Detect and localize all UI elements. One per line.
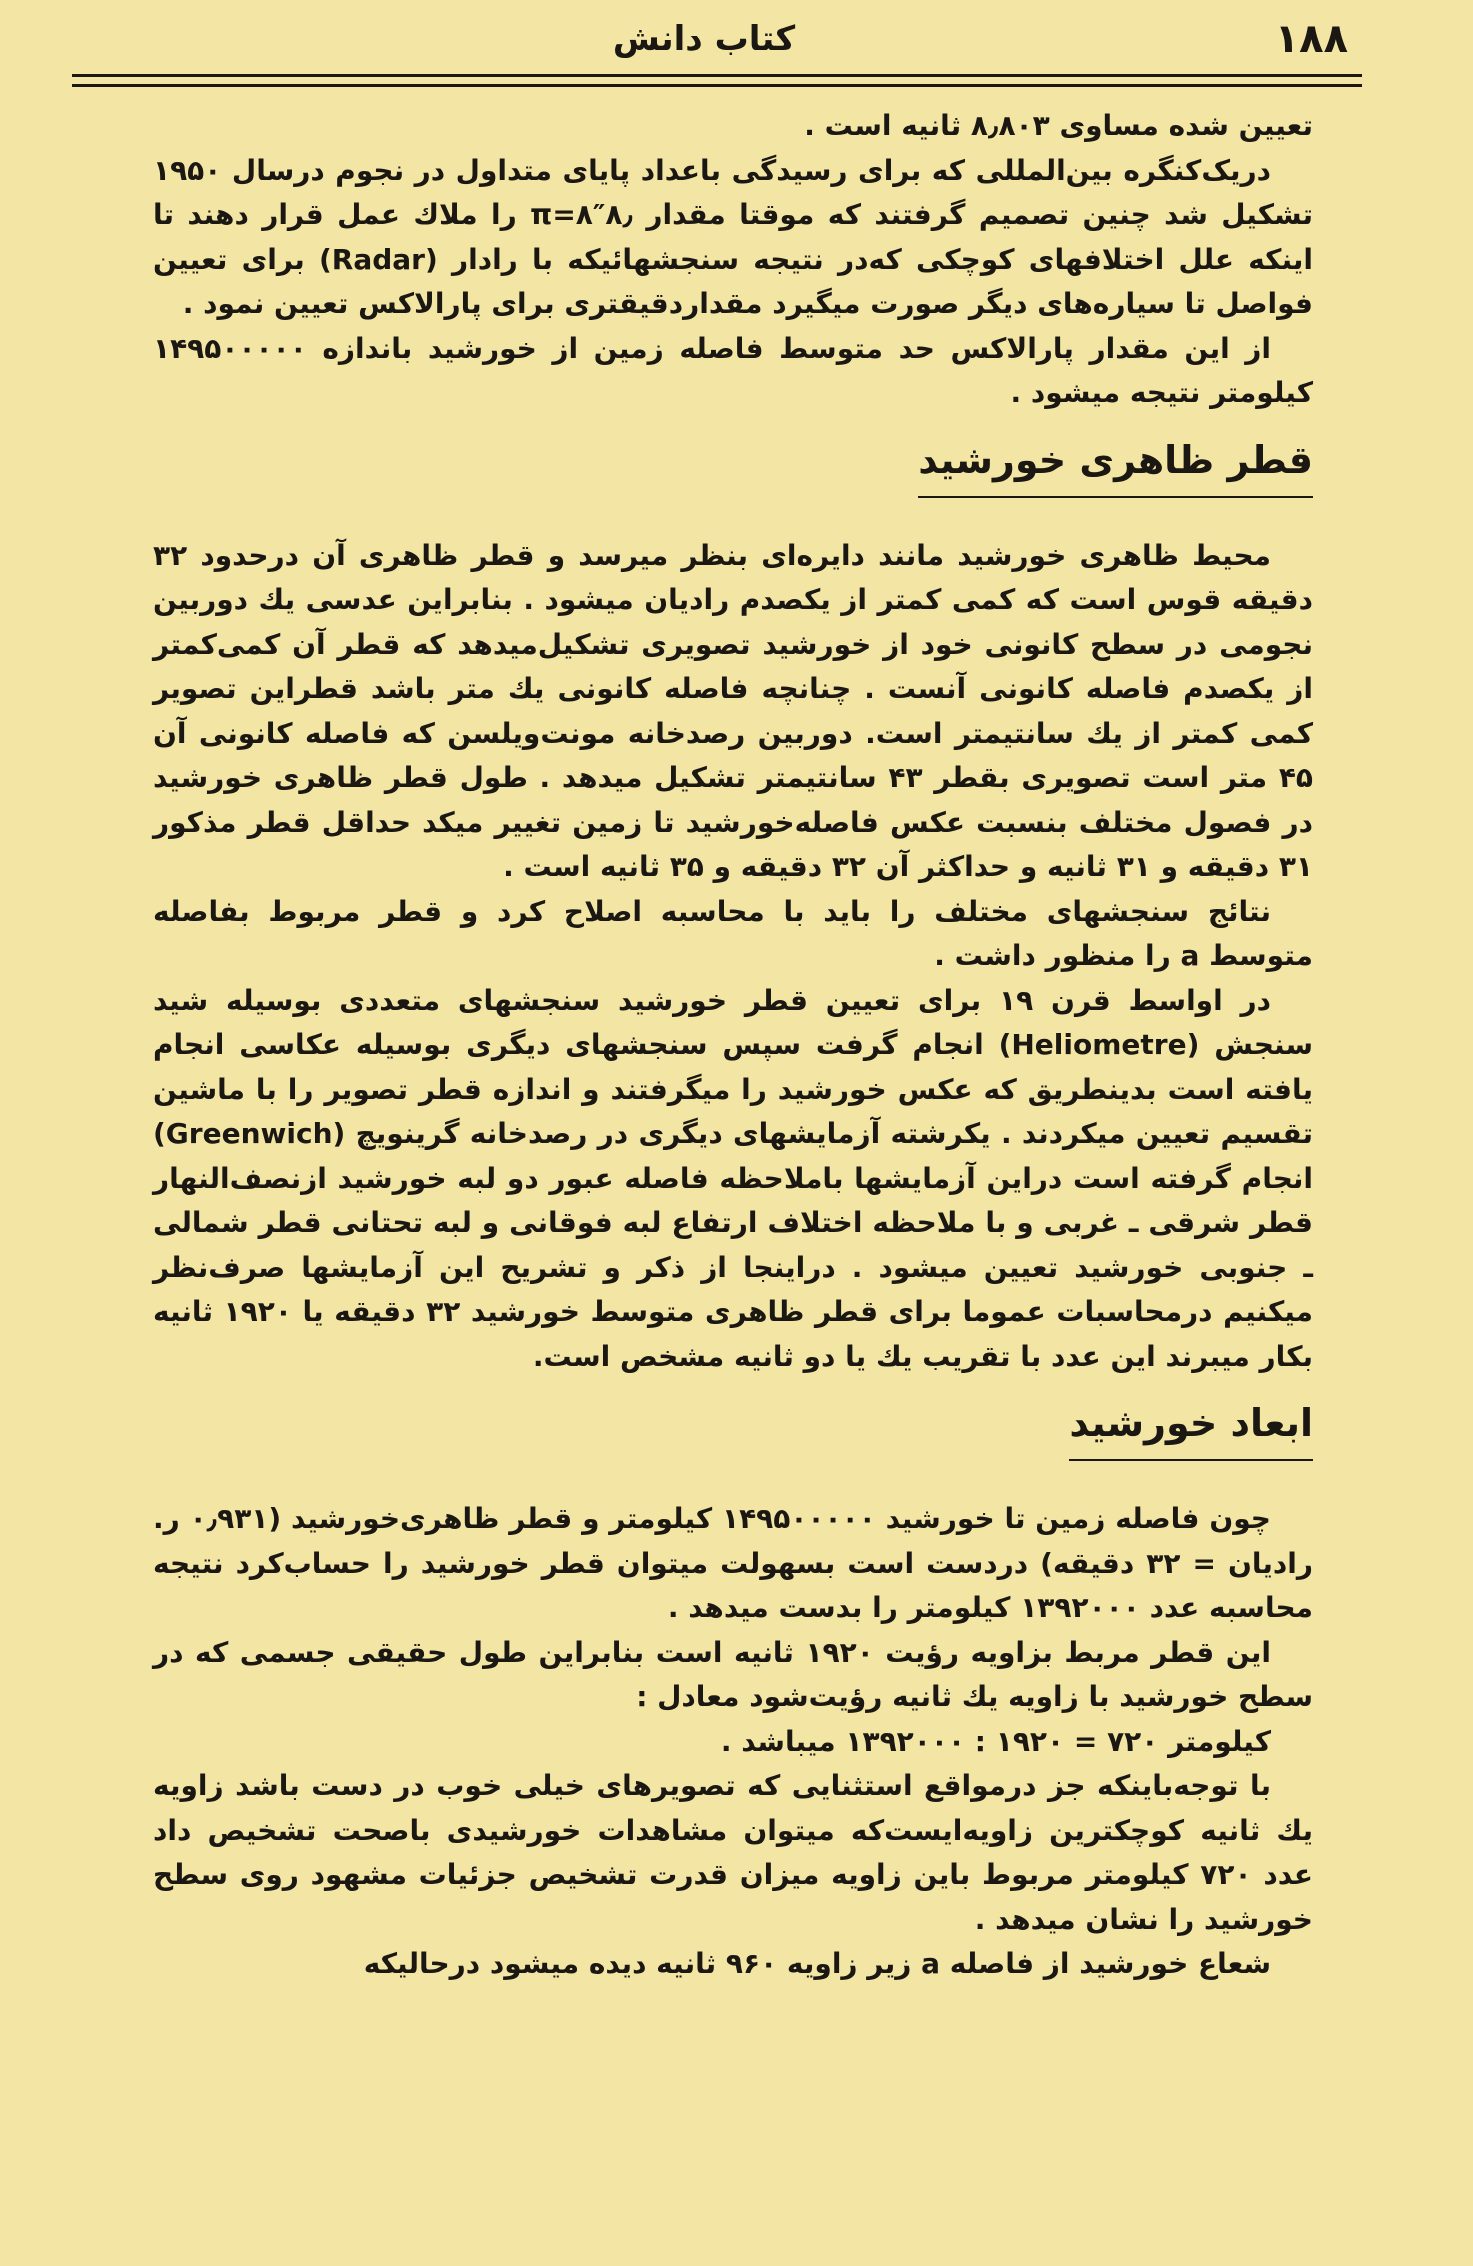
formula-line: کیلومتر ۷۲۰ = ۱۹۲۰ : ۱۳۹۲۰۰۰ میباشد . (720, 1724, 1271, 1758)
paragraph: در اواسط قرن ۱۹ برای تعیین قطر خورشید سنجشهای متعددی بوسیله شید سنجش (Heliometre) انجام گرفت سپس سنجشهای دیگری بوسیله عکاسی انجام یافته است بدینطریق که عکس خورشید را میگرفتند و اندازه قطر تصویر را با ماشین تقسیم تعیین میکردند . یکرشته آزمایشهای دیگری در رصدخانه گرینویچ (Greenwich) انجام گرفته است دراین آزمایشها باملاحظه فاصله عبور دو لبه خورشید ازنصف‌النهار قطر شرقی ـ غربی و با ملاحظه اختلاف ارتفاع لبه فوقانی و لبه تحتانی قطر شمالی ـ جنوبی خورشید تعیین میشود . دراینجا از ذکر و تشریح این آزمایشها صرف‌نظر میکنیم درمحاسبات عموما برای قطر ظاهری متوسط خورشید ۳۲ دقیقه یا ۱۹۲۰ ثانیه بکار میبرند این عدد با تقریب یك یا دو ثانیه مشخص است. (153, 983, 1314, 1373)
page-body (153, 104, 1313, 1987)
paragraph: دریک‌کنگره بین‌المللی که برای رسیدگی باعداد پایای متداول در نجوم درسال ۱۹۵۰ تشکیل شد چنین تصمیم گرفتند که موقتا مقدار ۸٫″۸=π را ملاك عمل قرار دهند تا اینکه علل اختلافهای کوچکی که‌در نتیجه سنجشهائیکه با رادار (Radar) برای تعیین فواصل تا سیاره‌های دیگر صورت میگیرد مقداردقیقتری برای پارالاکس تعیین نمود . (153, 153, 1314, 320)
paragraph: تعیین شده مساوی ۸٫۸۰۳ ثانیه است . (804, 109, 1313, 142)
page-number: ۱۸۸ (1274, 16, 1348, 62)
paragraph: نتائج سنجشهای مختلف را باید با محاسبه اصلاح کرد و قطر مربوط بفاصله متوسط a را منظور داشت . (153, 894, 1313, 972)
page-header (60, 10, 1348, 72)
paragraph: از این مقدار پارالاکس حد متوسط فاصله زمین از خورشید باندازه ۱۴۹۵۰۰۰۰۰ کیلومتر نتیجه میشود . (153, 331, 1313, 409)
running-title: کتاب دانش (612, 19, 796, 59)
header-rule-bottom (72, 84, 1362, 87)
paragraph: چون فاصله زمین تا خورشید ۱۴۹۵۰۰۰۰۰ کیلومتر و قطر ظاهری‌خورشید (۰٫۹۳۱ ر. رادیان = ۳۲ دقیقه) دردست است بسهولت میتوان قطر خورشید را حساب‌کرد نتیجه محاسبه عدد ۱۳۹۲۰۰۰ کیلومتر را بدست میدهد . (153, 1502, 1313, 1624)
section-heading: ابعاد خورشید (1069, 1393, 1313, 1461)
paragraph: این قطر مربط بزاویه رؤیت ۱۹۲۰ ثانیه است بنابراین طول حقیقی جسمی که در سطح خورشید با زاویه یك ثانیه رؤیت‌شود معادل : (153, 1635, 1313, 1713)
paragraph: با توجه‌باینکه جز درمواقع استثنایی که تصویرهای خیلی خوب در دست باشد زاویه یك ثانیه کوچکترین زاویه‌ایست‌که میتوان مشاهدات خورشیدی باصحت تشخیص داد عدد ۷۲۰ کیلومتر مربوط باین زاویه میزان قدرت تشخیص جزئیات مشهود روی سطح خورشید را نشان میدهد . (153, 1769, 1314, 1936)
paragraph: شعاع خورشید از فاصله a زیر زاویه ۹۶۰ ثانیه دیده میشود درحالیکه (363, 1947, 1271, 1980)
paragraph: محیط ظاهری خورشید مانند دایره‌ای بنظر میرسد و قطر ظاهری آن درحدود ۳۲ دقیقه قوس است که کمی کمتر از یکصدم رادیان میشود . بنابراین عدسی یك دوربین نجومی در سطح کانونی خود از خورشید تصویری تشکیل‌میدهد که قطر آن کمی‌کمتر از یکصدم فاصله کانونی آنست . چنانچه فاصله کانونی یك متر باشد قطراین تصویر کمی کمتر از یك سانتیمتر است. دوربین رصدخانه مونت‌ویلسن که فاصله کانونی آن ۴۵ متر است تصویری بقطر ۴۳ سانتیمتر تشکیل میدهد . طول قطر ظاهری خورشید در فصول مختلف بنسبت عکس فاصله‌خورشید تا زمین تغییر میکد حداقل قطر مذکور ۳۱ دقیقه و ۳۱ ثانیه و حداکثر آن ۳۲ دقیقه و ۳۵ ثانیه است . (153, 538, 1313, 883)
header-rule-top (72, 74, 1362, 77)
section-heading: قطر ظاهری خورشید (918, 430, 1313, 498)
